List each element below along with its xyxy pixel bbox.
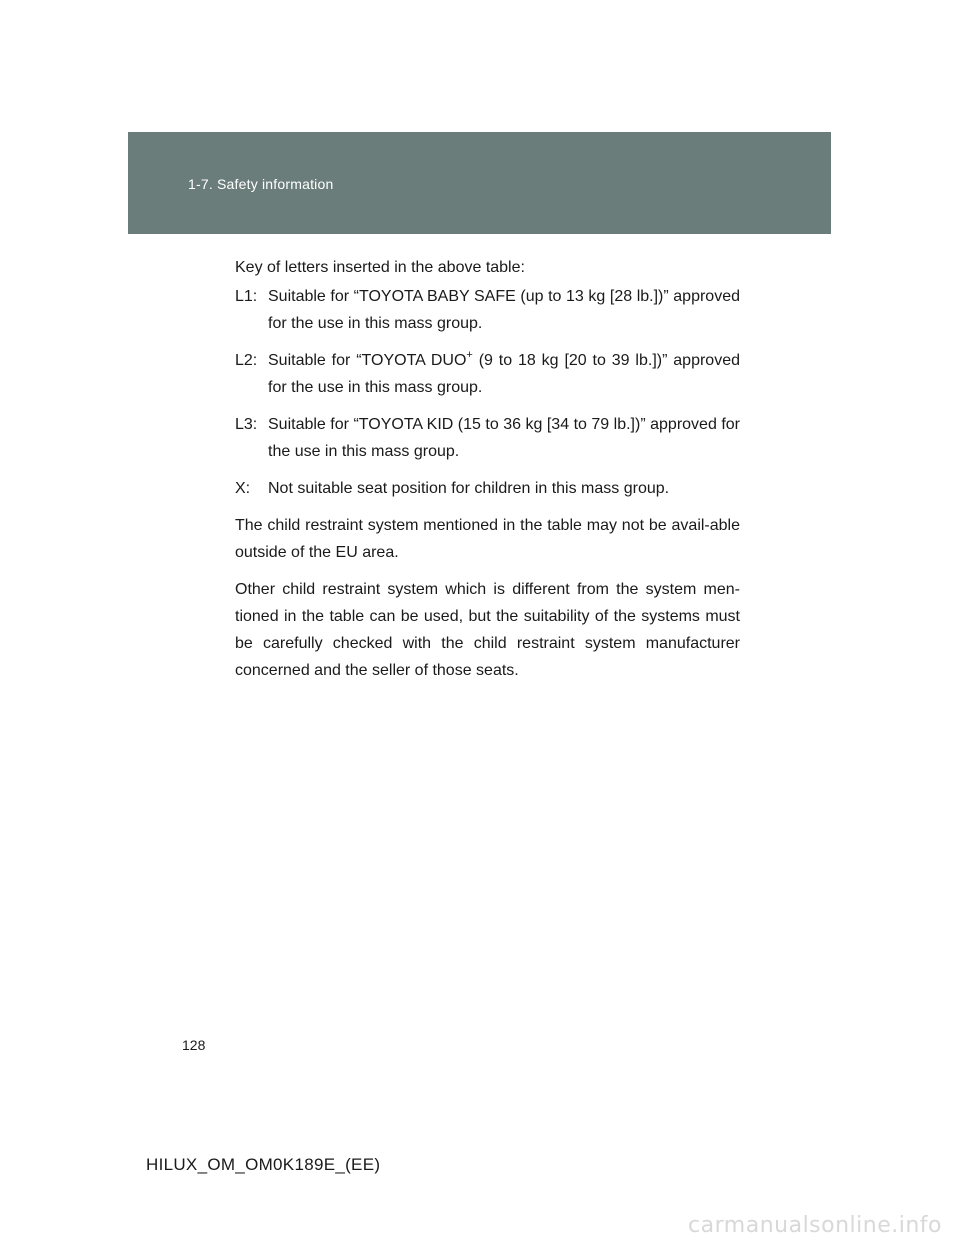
page-content [235,254,740,694]
section-header-band [128,132,831,234]
key-code: L2: [235,352,258,369]
key-intro: Key of letters inserted in the above table: [235,259,525,276]
watermark-text: carmanualsonline.info [688,1213,942,1238]
section-title: 1-7. Safety information [188,176,334,192]
key-list [235,283,740,502]
key-description [268,347,740,401]
key-item-l1 [235,283,740,337]
superscript-plus: + [466,348,473,361]
key-code: L1: [235,288,258,305]
key-code: X: [235,480,251,497]
key-code: L3: [235,416,258,433]
key-item-l2 [235,347,740,401]
availability-paragraph: The child restraint system mentioned in the table may not be avail-able outside of the EU area. [235,517,740,561]
key-description: Not suitable seat position for children in this mass group. [268,480,670,497]
key-item-l3 [235,411,740,465]
key-description: Suitable for “TOYOTA BABY SAFE (up to 13 kg [28 lb.])” approved for the use in this mass group. [268,288,740,332]
key-description-start: Suitable for “TOYOTA DUO [268,352,467,369]
key-description: Suitable for “TOYOTA KID (15 to 36 kg [34 to 79 lb.])” approved for the use in this mass group. [268,416,740,460]
key-item-x [235,475,740,502]
page-number: 128 [182,1037,206,1053]
document-code: HILUX_OM_OM0K189E_(EE) [146,1155,381,1174]
key-description-end: (9 to 18 kg [20 to 39 lb.])” approved for the use in this mass group. [268,352,741,396]
other-systems-paragraph: Other child restraint system which is different from the system men-tioned in the table can be used, but the suitability of the systems must be carefully checked with the child restraint system manufacturer concerned and the seller of those seats. [235,581,740,679]
